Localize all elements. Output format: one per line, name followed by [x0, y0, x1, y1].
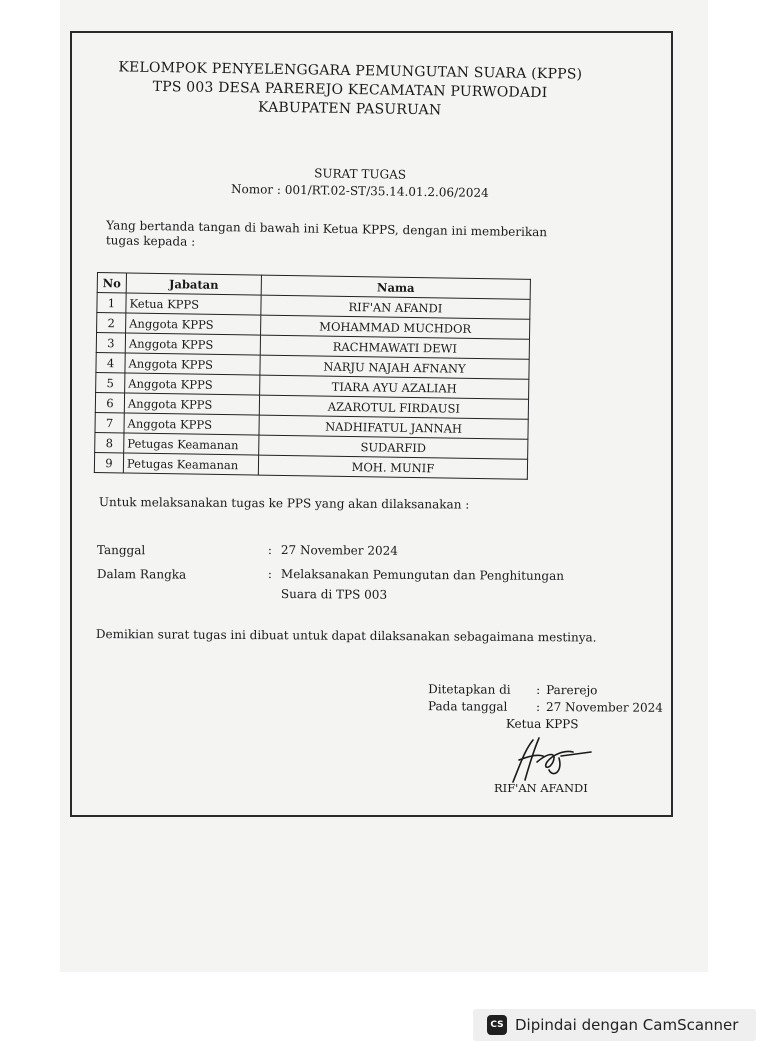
cell-nama: SUDARFID	[259, 435, 528, 459]
date-label: Pada tanggal	[427, 699, 508, 714]
signer-role: Ketua KPPS	[505, 716, 579, 732]
cell-no: 9	[94, 452, 123, 472]
header-no: No	[97, 273, 126, 293]
cell-no: 8	[95, 432, 124, 452]
cell-jabatan: Ketua KPPS	[126, 293, 261, 315]
letter-title-block	[200, 163, 520, 202]
cell-no: 5	[96, 372, 125, 392]
date-separator: :	[535, 699, 541, 714]
place-row	[428, 681, 668, 700]
closing-statement: Demikian surat tugas ini dibuat untuk dapat dilaksanakan sebagaimana mestinya.	[95, 627, 597, 645]
cell-no: 3	[96, 333, 125, 353]
date-value: 27 November 2024	[545, 699, 664, 715]
rangka-separator: :	[267, 567, 273, 582]
tanggal-label: Tanggal	[96, 543, 146, 558]
cell-nama: AZAROTUL FIRDAUSI	[259, 395, 528, 419]
letterhead	[100, 58, 601, 123]
rangka-label: Dalam Rangka	[96, 567, 187, 582]
rangka-value-line-1: Melaksanakan Pemungutan dan Penghitungan	[280, 567, 565, 583]
cell-nama: MOH. MUNIF	[258, 455, 527, 479]
header-nama: Nama	[261, 275, 530, 299]
cell-jabatan: Petugas Keamanan	[123, 453, 258, 475]
cell-jabatan: Anggota KPPS	[125, 373, 260, 395]
cell-no: 6	[95, 392, 124, 412]
signature-block	[428, 681, 668, 734]
cell-no: 2	[97, 313, 126, 333]
cell-no: 1	[97, 293, 126, 313]
camscanner-logo-icon: CS	[487, 1015, 507, 1035]
letterhead-line-1: KELOMPOK PENYELENGGARA PEMUNGUTAN SUARA (KPPS)	[118, 59, 583, 83]
cell-nama: RACHMAWATI DEWI	[260, 335, 529, 359]
signer-name: RIF'AN AFANDI	[494, 781, 588, 795]
assignment-table	[94, 272, 531, 480]
cell-nama: MOHAMMAD MUCHDOR	[261, 315, 530, 339]
cell-no: 7	[95, 412, 124, 432]
cell-jabatan: Anggota KPPS	[124, 413, 259, 435]
cell-nama: TIARA AYU AZALIAH	[260, 375, 529, 399]
cell-no: 4	[96, 352, 125, 372]
cell-jabatan: Anggota KPPS	[124, 393, 259, 415]
cell-jabatan: Anggota KPPS	[126, 313, 261, 335]
letter-title: SURAT TUGAS	[314, 166, 407, 182]
place-value: Parerejo	[546, 682, 598, 698]
camscanner-watermark	[473, 1009, 756, 1041]
cell-jabatan: Anggota KPPS	[125, 333, 260, 355]
letter-number: Nomor : 001/RT.02-ST/35.14.01.2.06/2024	[230, 181, 489, 201]
place-label: Ditetapkan di	[428, 682, 511, 697]
letterhead-line-3: KABUPATEN PASURUAN	[257, 99, 442, 119]
cell-nama: NARJU NAJAH AFNANY	[260, 355, 529, 379]
place-separator: :	[536, 682, 541, 697]
task-statement: Untuk melaksanakan tugas ke PPS yang akan dilaksanakan :	[98, 494, 470, 512]
camscanner-label: Dipindai dengan CamScanner	[515, 1016, 739, 1034]
tanggal-value: 27 November 2024	[280, 543, 398, 558]
date-row	[428, 698, 668, 717]
intro-paragraph: Yang bertanda tangan di bawah ini Ketua KPPS, dengan ini memberikan tugas kepada :	[105, 218, 548, 249]
tanggal-separator: :	[267, 543, 273, 558]
cell-nama: NADHIFATUL JANNAH	[259, 415, 528, 439]
rangka-value-line-2: Suara di TPS 003	[280, 587, 388, 602]
header-jabatan: Jabatan	[126, 273, 261, 295]
letterhead-line-2: TPS 003 DESA PAREREJO KECAMATAN PURWODADI	[152, 78, 548, 102]
cell-jabatan: Anggota KPPS	[125, 353, 260, 375]
cell-nama: RIF'AN AFANDI	[261, 295, 530, 319]
cell-jabatan: Petugas Keamanan	[124, 433, 259, 455]
